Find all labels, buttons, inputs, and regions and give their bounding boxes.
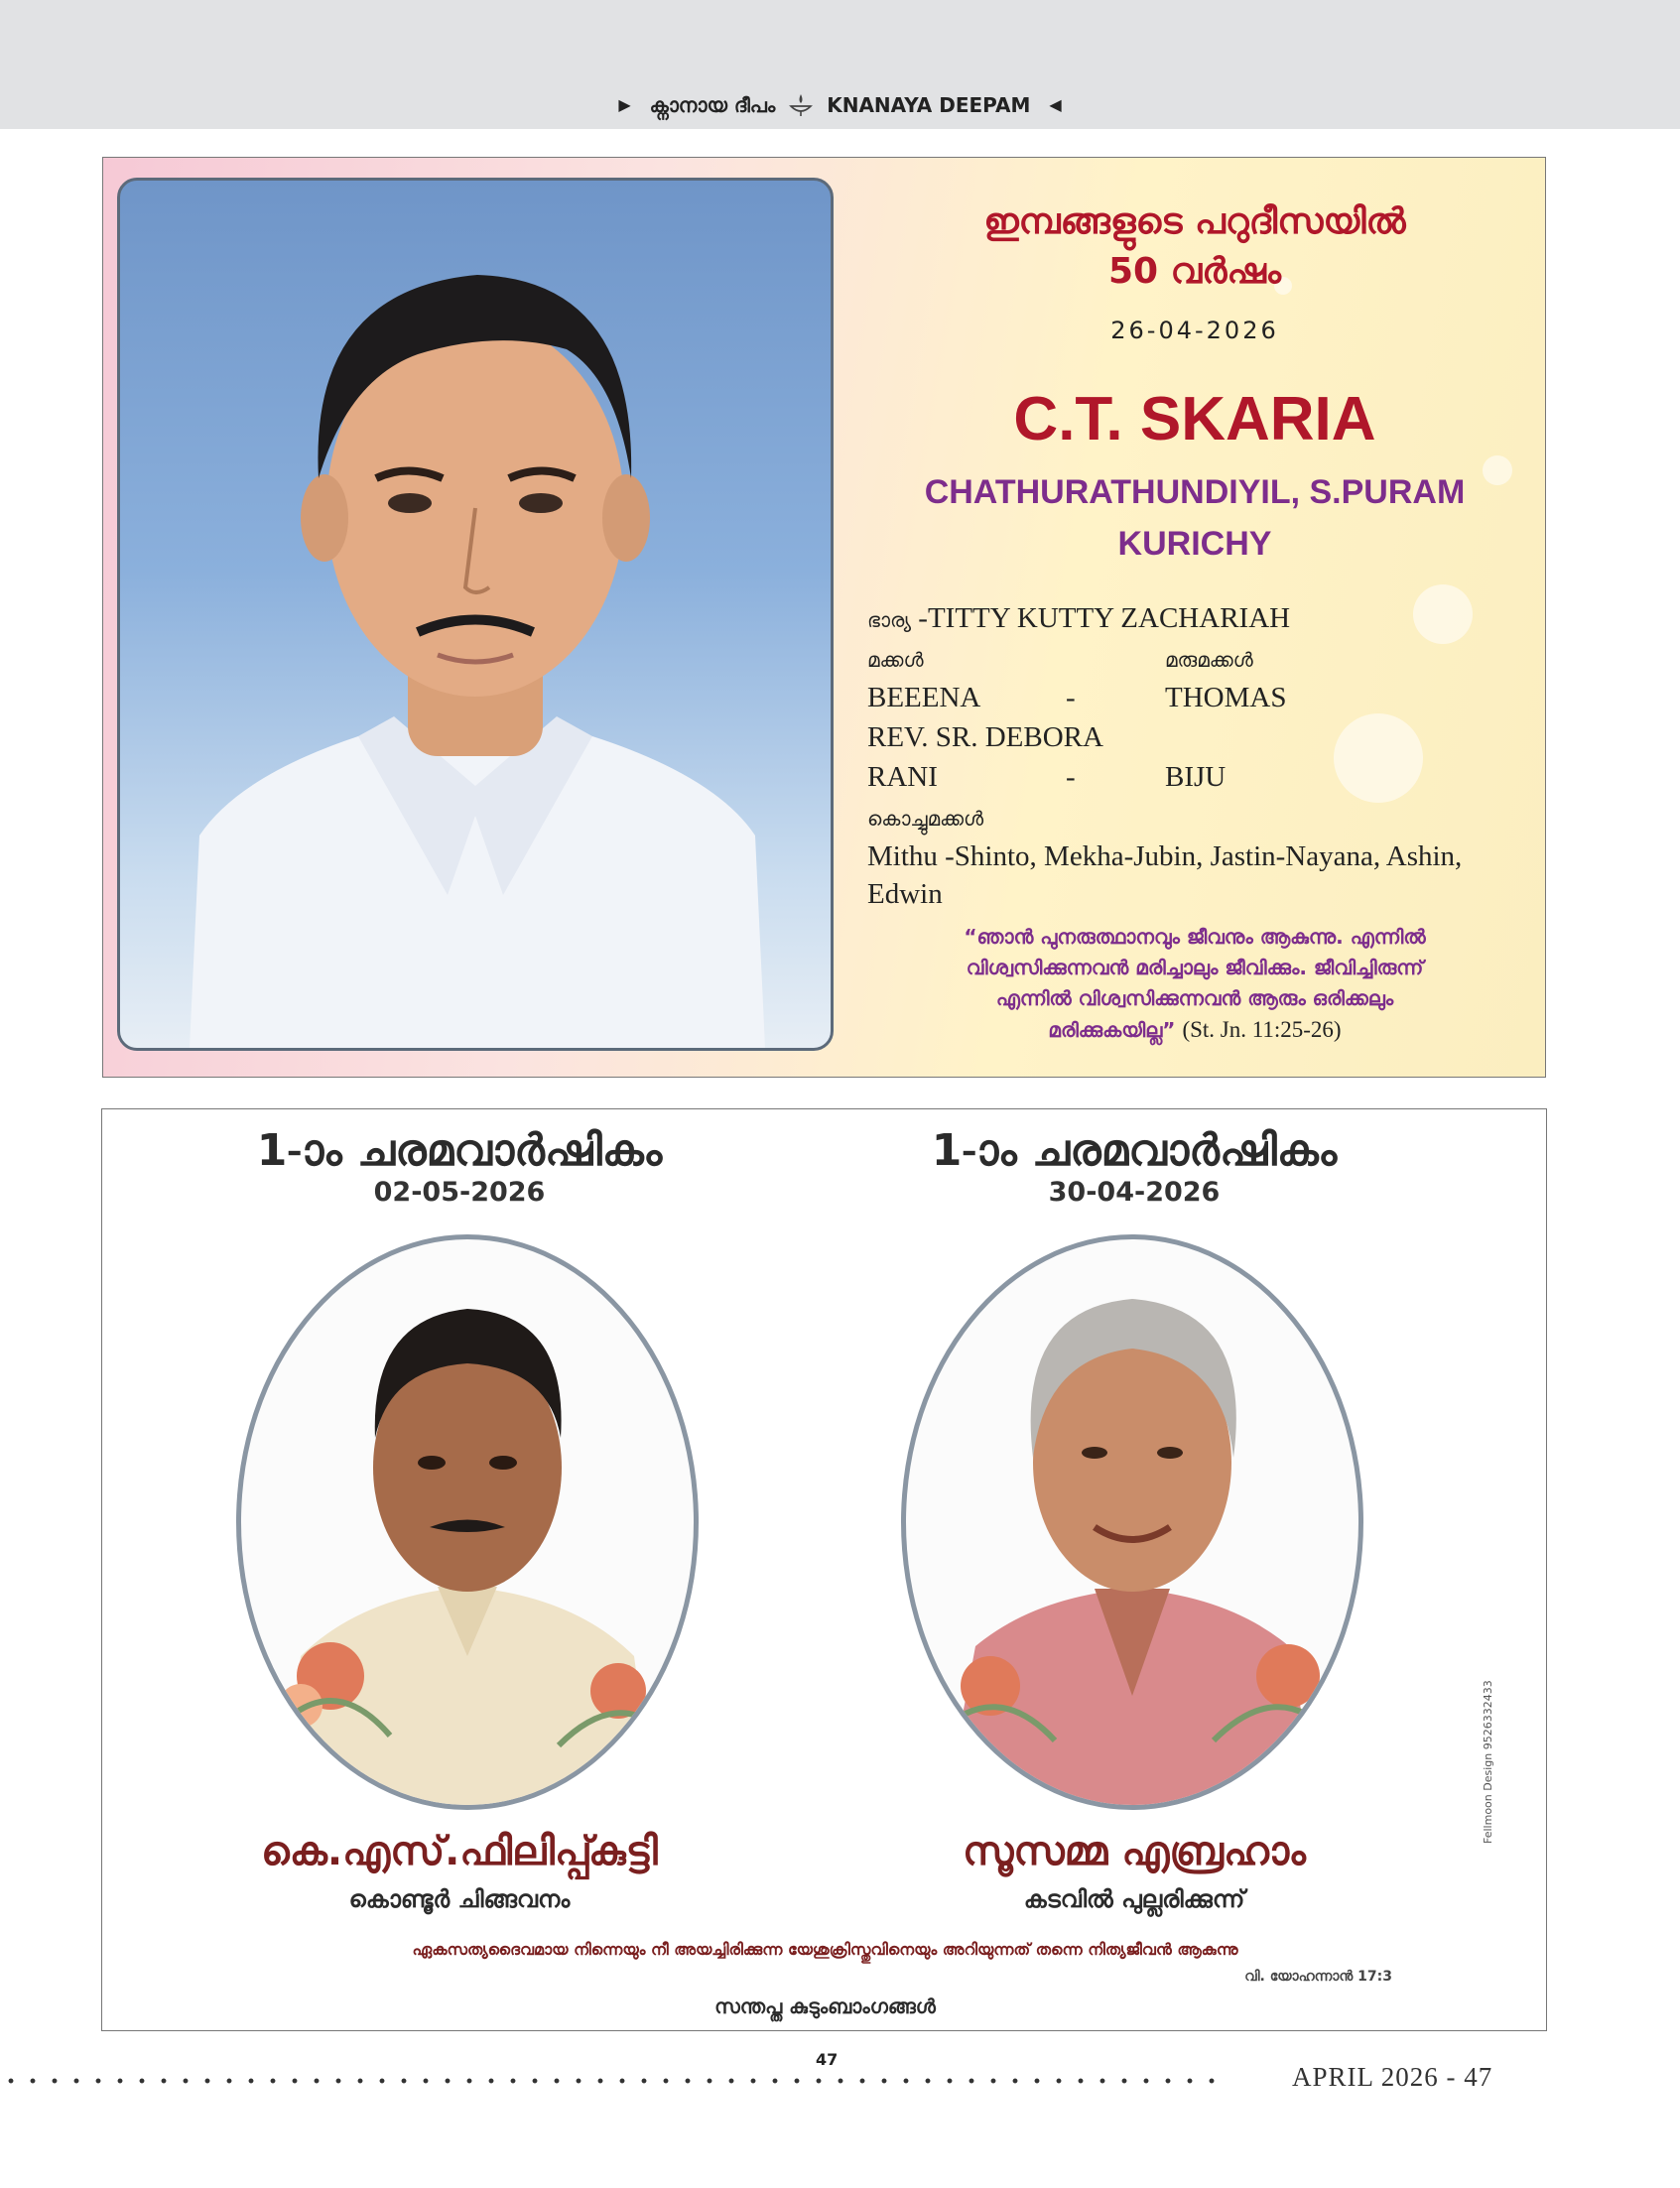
masthead — [0, 91, 1680, 118]
issue-label: APRIL 2026 - 47 — [1292, 2062, 1493, 2092]
portrait-illustration — [906, 1239, 1358, 1805]
in-laws-label: മരുമക്കൾ — [1165, 648, 1253, 672]
left-triangle-icon: ◀ — [1049, 95, 1062, 114]
bereaved-family: സന്തപ്ത കുടുംബാംഗങ്ങൾ — [714, 1995, 936, 2018]
quote-line: മരിക്കുകയില്ല” — [1048, 1018, 1176, 1042]
deceased-name: സൂസമ്മ എബ്രഹാം — [963, 1829, 1306, 1874]
grandchildren-names-cont: Edwin — [867, 878, 943, 910]
anniversary-date: 30-04-2026 — [1048, 1177, 1221, 1208]
anniversary-heading: 1-ാം ചരമവാർഷികം — [256, 1125, 663, 1176]
child-name: REV. SR. DEBORA — [867, 721, 1103, 753]
spouse-label: ഭാര്യ — [867, 608, 912, 632]
quote-line: വിശ്വസിക്കുന്നവൻ മരിച്ചാലും ജീവിക്കും. ജീവിച്ചിരുന്ന് — [966, 956, 1424, 979]
child-row — [867, 682, 980, 714]
anniversary-heading: 1-ാം ചരമവാർഷികം — [931, 1125, 1338, 1176]
bible-quote — [857, 922, 1532, 1046]
child-spouse-name: BIJU — [1165, 761, 1227, 793]
bible-verse: ഏകസത്യദൈവമായ നിന്നെയും നീ അയച്ചിരിക്കുന്ന യേശുക്രിസ്തുവിനെയും അറിയുന്നത് തന്നെ നിത്യജീവൻ ആകുന്നു — [412, 1940, 1238, 1959]
house-name: കൊണ്ടൂർ ചിങ്ങവനം — [348, 1885, 571, 1913]
grandchildren-names: Mithu -Shinto, Mekha-Jubin, Jastin-Nayana, Ashin, — [867, 840, 1463, 872]
quote-line: എന്നിൽ വിശ്വസിക്കുന്നവൻ ആരും ഒരിക്കലും — [995, 986, 1394, 1010]
portrait-illustration — [120, 181, 831, 1048]
quote-reference: (St. Jn. 11:25-26) — [1182, 1017, 1342, 1042]
right-triangle-icon: ▶ — [618, 95, 631, 114]
house-name: CHATHURATHUNDIYIL, S.PURAM — [924, 473, 1466, 511]
masthead-title-english: KNANAYA DEEPAM — [827, 92, 1031, 117]
place-name: KURICHY — [1117, 525, 1272, 563]
child-separator: - — [1066, 761, 1076, 793]
memorial-years: 50 വർഷം — [1107, 251, 1282, 292]
deceased-name: C.T. SKARIA — [1013, 385, 1376, 453]
portrait-photo-oval — [901, 1234, 1363, 1810]
oil-lamp-icon — [788, 92, 814, 118]
grandchildren-label: കൊച്ചുമക്കൾ — [867, 807, 984, 831]
child-spouse-name: THOMAS — [1165, 682, 1287, 713]
deceased-name: കെ.എസ്.ഫിലിപ്പ്കുട്ടി — [261, 1829, 658, 1874]
spouse-name: -TITTY KUTTY ZACHARIAH — [918, 602, 1291, 634]
anniversary-date: 02-05-2026 — [373, 1177, 546, 1208]
house-name: കടവിൽ പുല്ലരിക്കുന്ന് — [1023, 1885, 1245, 1913]
children-label: മക്കൾ — [867, 648, 924, 672]
memorial-date: 26-04-2026 — [1110, 317, 1279, 344]
quote-line: “ഞാൻ പുനരുത്ഥാനവും ജീവനും ആകുന്നു. എന്നിൽ — [964, 925, 1426, 949]
memorial-ad-anniversary — [101, 1108, 1547, 2031]
masthead-title-malayalam: ക്നാനായ ദീപം — [649, 92, 776, 117]
portrait-photo — [117, 178, 834, 1051]
dotted-rule — [0, 2076, 1230, 2086]
memorial-title: ഇമ്പങ്ങളുടെ പറുദീസയിൽ — [983, 201, 1406, 242]
portrait-photo-oval — [236, 1234, 699, 1810]
child-name: BEEENA — [867, 682, 981, 713]
sparkle-decoration — [1413, 584, 1473, 644]
child-separator: - — [1066, 682, 1076, 713]
designer-credit: Fellmoon Design 9526332433 — [1482, 1680, 1494, 1844]
page-number: 47 — [816, 2050, 839, 2069]
child-name: RANI — [867, 761, 938, 793]
memorial-ad-skaria — [102, 157, 1546, 1078]
sparkle-decoration — [1334, 713, 1423, 803]
verse-reference: വി. യോഹന്നാൻ 17:3 — [1244, 1969, 1392, 1985]
portrait-illustration — [241, 1239, 694, 1805]
quote-line-last — [857, 1014, 1532, 1046]
